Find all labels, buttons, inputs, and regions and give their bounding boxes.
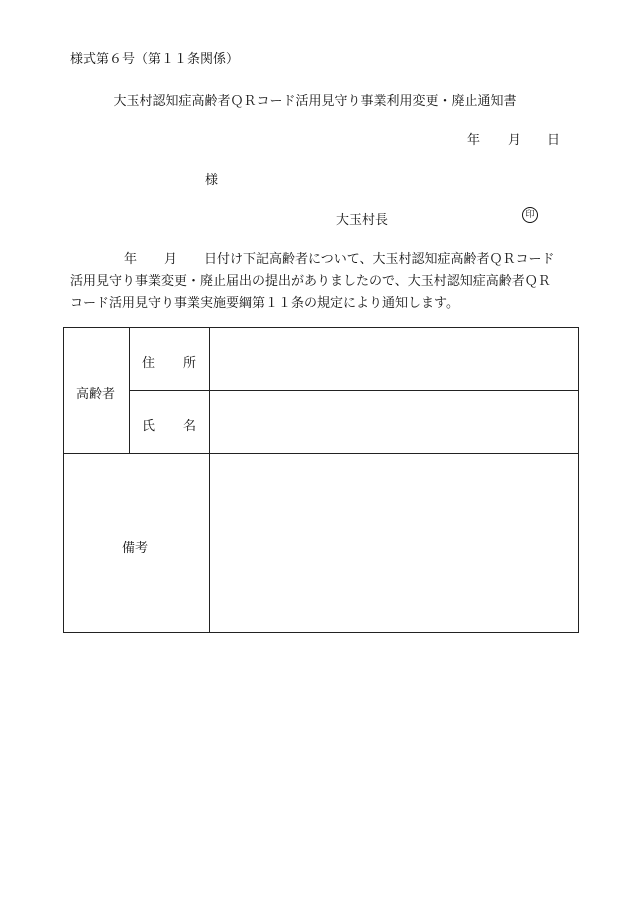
seal-mark: 印 (522, 207, 538, 223)
table-divider (209, 328, 210, 632)
address-label-char-1: 住 (142, 356, 156, 371)
remarks-label: 備考 (122, 541, 149, 556)
name-label (142, 415, 196, 434)
address-label-char-2: 所 (183, 356, 197, 371)
elderly-label: 高齢者 (76, 387, 116, 402)
addressee-suffix: 様 (205, 173, 219, 188)
issuer-name: 大玉村長 (336, 213, 389, 228)
date-month-label: 月 (508, 133, 522, 148)
address-label (142, 352, 196, 371)
body-text-line-1: 日付け下記高齢者について、大玉村認知症高齢者ＱＲコード (204, 252, 555, 267)
table-divider (129, 390, 578, 391)
date-day-label: 日 (547, 133, 561, 148)
name-label-char-1: 氏 (142, 419, 156, 434)
body-year-label: 年 (124, 252, 138, 267)
document-title: 大玉村認知症高齢者ＱＲコード活用見守り事業利用変更・廃止通知書 (113, 94, 517, 109)
body-text-line-2: 活用見守り事業変更・廃止届出の提出がありましたので、大玉村認知症高齢者ＱＲ (70, 274, 551, 289)
body-month-label: 月 (164, 252, 178, 267)
body-text-line-3: コード活用見守り事業実施要綱第１１条の規定により通知します。 (70, 296, 459, 311)
form-number: 様式第６号（第１１条関係） (70, 52, 240, 67)
date-year-label: 年 (467, 133, 481, 148)
table-divider (64, 453, 578, 454)
notice-table (63, 327, 579, 633)
name-label-char-2: 名 (183, 419, 197, 434)
